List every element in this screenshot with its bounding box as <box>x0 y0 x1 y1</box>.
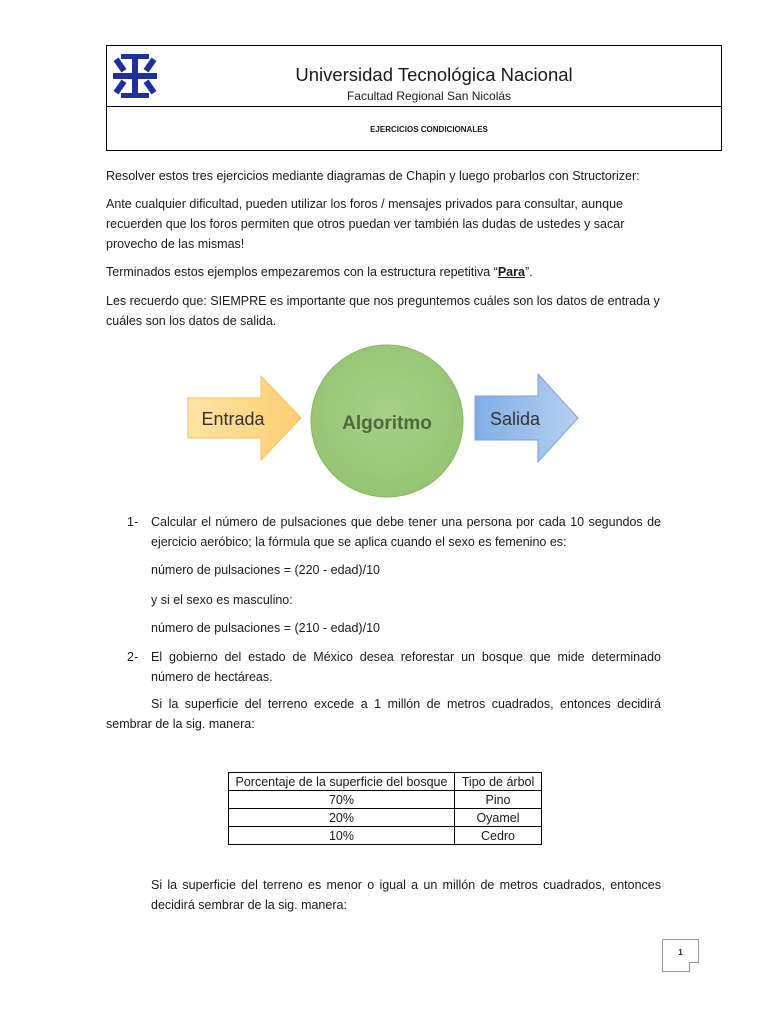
table-row <box>229 827 542 845</box>
table-cell: Oyamel <box>455 809 542 827</box>
io-diagram <box>180 340 600 505</box>
tree-distribution-table <box>228 772 542 845</box>
intro-paragraph-3: Terminados estos ejemplos empezaremos con la estructura repetitiva “Para”. <box>106 265 533 279</box>
process-label: Algoritmo <box>342 413 432 434</box>
exercise-1-male-intro: y si el sexo es masculino: <box>151 593 293 607</box>
intro-paragraph-4: Les recuerdo que: SIEMPRE es importante que nos preguntemos cuáles son los datos de entrada y cuáles son los datos de salida. <box>106 294 660 328</box>
table-header: Tipo de árbol <box>455 773 542 791</box>
exercise-2-condition-2: Si la superficie del terreno es menor o igual a un millón de metros cuadrados, entonces decidirá sembrar de la sig. manera: <box>151 878 661 912</box>
page-number-box <box>662 939 699 972</box>
exercise-1-formula-female: número de pulsaciones = (220 - edad)/10 <box>151 563 380 577</box>
table-header: Porcentaje de la superficie del bosque <box>229 773 455 791</box>
table-header-row <box>229 773 542 791</box>
page-number: 1 <box>678 948 683 957</box>
input-label: Entrada <box>201 409 265 429</box>
table-cell: 10% <box>229 827 455 845</box>
subject-title: EJERCICIOS CONDICIONALES <box>370 125 488 134</box>
faculty-title: Facultad Regional San Nicolás <box>346 89 512 103</box>
exercise-2-number: 2- <box>127 650 139 664</box>
header-top-cell <box>107 46 721 107</box>
exercise-1-text: Calcular el número de pulsaciones que debe tener una persona por cada 10 segundos de ejercicio aeróbico; la fórmula que se aplica cuando el sexo es femenino es: <box>151 515 661 549</box>
exercise-1-formula-male: número de pulsaciones = (210 - edad)/10 <box>151 621 380 635</box>
exercise-1-number: 1- <box>127 515 139 529</box>
table-row <box>229 809 542 827</box>
university-title: Universidad Tecnológica Nacional <box>295 64 573 85</box>
table-cell: 20% <box>229 809 455 827</box>
intro-paragraph-1: Resolver estos tres ejercicios mediante diagramas de Chapin y luego probarlos con Structorizer: <box>106 169 640 183</box>
table-row <box>229 791 542 809</box>
table-cell: Pino <box>455 791 542 809</box>
exercise-2-condition-1: Si la superficie del terreno excede a 1 millón de metros cuadrados, entonces decidirá sembrar de la sig. manera: <box>106 697 661 731</box>
exercise-2-text: El gobierno del estado de México desea reforestar un bosque que mide determinado número de hectáreas. <box>151 650 661 684</box>
table-cell: 70% <box>229 791 455 809</box>
output-label: Salida <box>489 409 541 429</box>
page-fold-icon <box>689 962 699 972</box>
para-keyword: Para <box>497 265 525 279</box>
intro-paragraph-2: Ante cualquier dificultad, pueden utilizar los foros / mensajes privados para consultar, aunque recuerden que los foros permiten que otros puedan ver también las dudas de ustedes y sacar provecho de las mismas! <box>106 197 625 251</box>
document-header <box>106 45 722 151</box>
table-cell: Cedro <box>455 827 542 845</box>
